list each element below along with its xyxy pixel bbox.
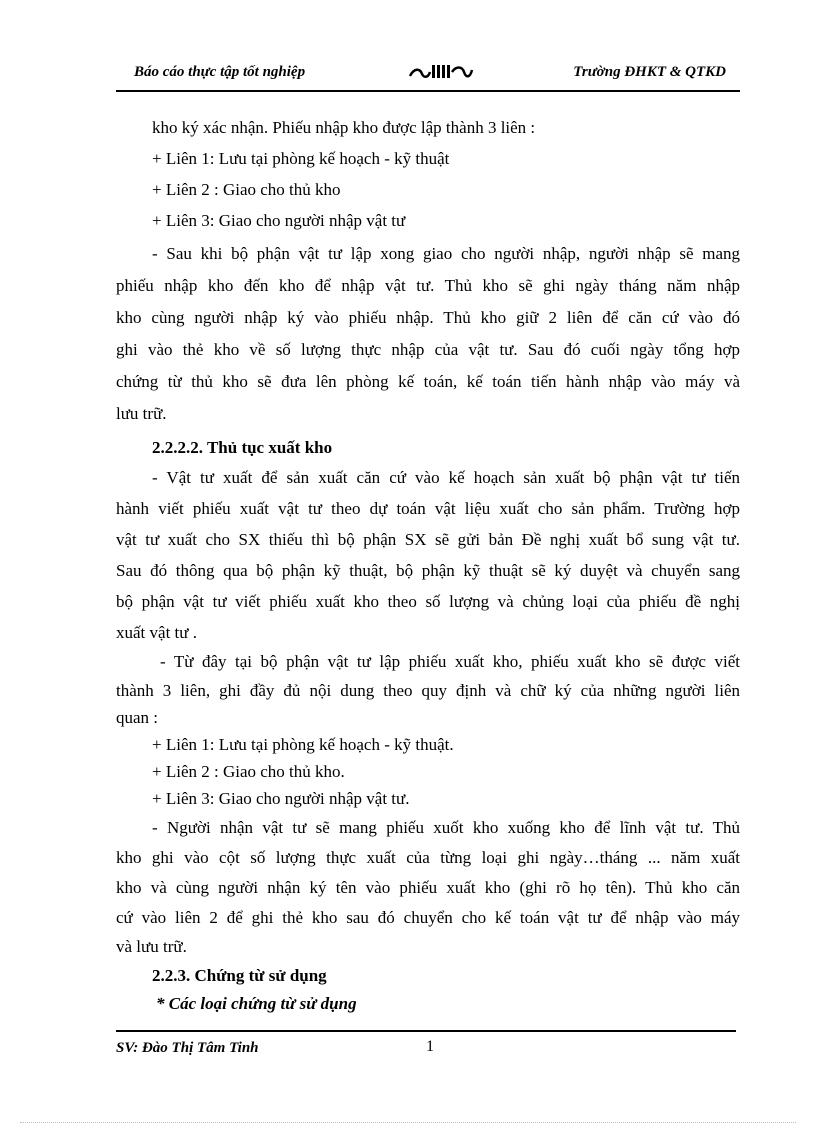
list-item: + Liên 1: Lưu tại phòng kế hoạch - kỹ thuật	[152, 149, 450, 168]
paragraph-line: - Vật tư xuất để sản xuất căn cứ vào kế hoạch sản xuất bộ phận vật tư tiến	[152, 468, 740, 487]
list-item: + Liên 2 : Giao cho thủ kho	[152, 180, 341, 199]
paragraph-line: kho cùng người nhập ký vào phiếu nhập. Thủ kho giữ 2 liên để căn cứ vào đó	[116, 308, 740, 327]
list-item: + Liên 2 : Giao cho thủ kho.	[152, 762, 345, 781]
list-item: + Liên 3: Giao cho người nhập vật tư.	[152, 789, 410, 808]
section-heading: 2.2.2.2. Thủ tục xuất kho	[152, 438, 333, 457]
paragraph-line: ghi vào thẻ kho về số lượng thực nhập của vật tư. Sau đó cuối ngày tổng hợp	[116, 340, 740, 359]
paragraph-line: - Từ đây tại bộ phận vật tư lập phiếu xuất kho, phiếu xuất kho sẽ được viết	[160, 652, 740, 671]
paragraph-line: - Sau khi bộ phận vật tư lập xong giao cho người nhập, người nhập sẽ mang	[152, 244, 740, 263]
paragraph-line: kho ghi vào cột số lượng thực xuất của từng loại ghi ngày…tháng ... năm xuất	[116, 848, 740, 867]
paragraph-line: chứng từ thủ kho sẽ đưa lên phòng kế toán, kế toán tiến hành nhập vào máy và	[116, 372, 740, 391]
paragraph-line: thành 3 liên, ghi đầy đủ nội dung theo quy định và chữ ký của những người liên	[116, 681, 740, 700]
paragraph-line: bộ phận vật tư viết phiếu xuất kho theo số lượng và chủng loại của phiếu đề nghị	[116, 592, 740, 611]
paragraph-line: vật tư xuất cho SX thiếu thì bộ phận SX sẽ gửi bản Đề nghị xuất bổ sung vật tư.	[116, 530, 740, 549]
footer-student-name: SV: Đào Thị Tâm Tinh	[116, 1040, 259, 1056]
page-number: 1	[426, 1038, 434, 1055]
paragraph-line: xuất vật tư .	[116, 623, 197, 642]
paragraph-line: và lưu trữ.	[116, 937, 187, 956]
list-item: + Liên 3: Giao cho người nhập vật tư	[152, 211, 406, 230]
paragraph-line: quan :	[116, 708, 159, 727]
page-header	[116, 58, 740, 92]
paragraph-line: kho và cùng người nhận ký tên vào phiếu xuất kho (ghi rõ họ tên). Thủ kho căn	[116, 878, 740, 897]
section-heading: 2.2.3. Chứng từ sử dụng	[152, 966, 327, 985]
paragraph-line: hành viết phiếu xuất vật tư theo dự toán vật liệu xuất cho sản phẩm. Trường hợp	[116, 499, 740, 518]
paragraph-line: - Người nhận vật tư sẽ mang phiếu xuốt kho xuống kho để lĩnh vật tư. Thủ	[152, 818, 740, 837]
paragraph-line: Sau đó thông qua bộ phận kỹ thuật, bộ phận kỹ thuật sẽ ký duyệt và chuyển sang	[116, 561, 740, 580]
header-left-title: Báo cáo thực tập tốt nghiệp	[134, 64, 306, 80]
header-right-title: Trường ĐHKT & QTKD	[573, 64, 726, 80]
paragraph-line: phiếu nhập kho đến kho để nhập vật tư. Thủ kho sẽ ghi ngày tháng năm nhập	[116, 276, 740, 295]
footer-divider	[116, 1030, 736, 1032]
paragraph-line: cứ vào liên 2 để ghi thẻ kho sau đó chuyển cho kế toán vật tư để nhập vào máy	[116, 908, 740, 927]
ornament-icon	[406, 62, 476, 82]
paragraph-line: lưu trữ.	[116, 404, 167, 423]
subsection-heading: * Các loại chứng từ sử dụng	[156, 994, 357, 1013]
paragraph-line: kho ký xác nhận. Phiếu nhập kho được lập thành 3 liên :	[152, 118, 536, 137]
list-item: + Liên 1: Lưu tại phòng kế hoạch - kỹ thuật.	[152, 735, 454, 754]
